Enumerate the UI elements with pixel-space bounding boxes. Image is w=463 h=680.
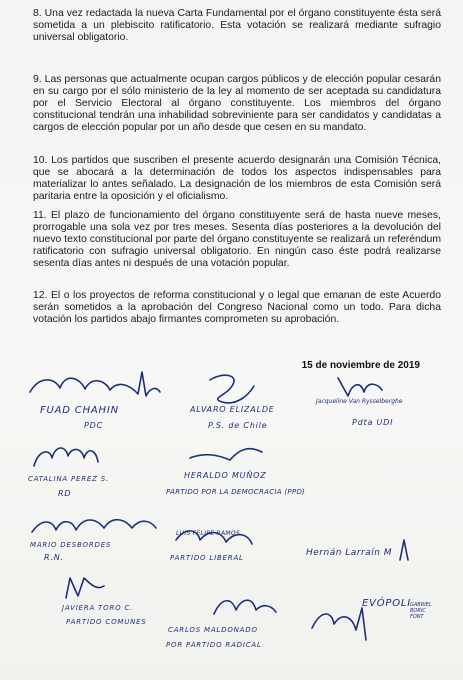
signature-toro xyxy=(66,578,104,598)
signature-elizalde xyxy=(210,375,254,403)
signatory-name-11: GABRIEL BORIC FONT xyxy=(410,602,432,620)
signature-munoz xyxy=(190,449,262,460)
paragraph-12: 12. El o los proyectos de reforma constitucional y o legal que emanan de este Acuerdo serán sometidos a la aprobación del Congreso Nacional como un todo. Para dicha votación los partidos abajo firmantes comprometen su aprobación. xyxy=(33,290,441,326)
signatory-party-9: PARTIDO COMUNES xyxy=(66,618,147,626)
signature-van-rysselberghe xyxy=(338,378,382,396)
signature-perez xyxy=(34,448,98,466)
signature-chahin xyxy=(30,372,160,396)
signatory-name-1: FUAD CHAHIN xyxy=(40,405,119,416)
signatory-name-8: Hernán Larraín M xyxy=(306,548,393,558)
signature-boric xyxy=(312,608,366,640)
signatory-party-5: PARTIDO POR LA DEMOCRACIA (PPD) xyxy=(166,488,306,496)
paragraph-11: 11. El plazo de funcionamiento del órgano constituyente será de hasta nueve meses, prorrogable una sola vez por tres meses. Sesenta días posteriores a la devolución del nuevo texto constitucional por parte del órgano constituyente se realizará un referéndum ratificatorio con sufragio universal obligatorio. En ningún caso éste podrá realizarse sesenta días antes ni después de una votación popular. xyxy=(33,210,441,270)
signatory-name-10: CARLOS MALDONADO xyxy=(168,626,258,634)
signatory-party-3: Pdta UDI xyxy=(352,418,394,427)
signatory-party-6: R.N. xyxy=(44,553,64,562)
signatory-name-9: JAVIERA TORO C. xyxy=(62,604,134,612)
signatory-party-1: PDC xyxy=(84,421,103,430)
signature-larrain xyxy=(400,540,408,560)
signatory-party-10: POR PARTIDO RADICAL xyxy=(166,641,262,649)
signatory-name-7: LUIS FELIPE RAMOS xyxy=(176,530,240,537)
signatory-name-4: CATALINA PEREZ S. xyxy=(28,475,110,483)
signatory-name-3: Jacqueline Van Rysselberghe xyxy=(316,398,403,405)
paragraph-9: 9. Las personas que actualmente ocupan cargos públicos y de elección popular cesarán en su cargo por el sólo ministerio de la ley al momento de ser aceptada su candidatura por el Servicio Electoral al órgano constituyente. Los miembros del órgano constitucional tendrán una inhabilidad sobreviniente para ser candidatos y candidatas a cargos de elección popular por un año desde que cesen en su mandato. xyxy=(33,74,441,134)
signatory-party-8: EVÓPOLI xyxy=(362,598,412,609)
signature-desbordes xyxy=(32,520,156,532)
document-date: 15 de noviembre de 2019 xyxy=(301,360,420,371)
signatory-party-2: P.S. de Chile xyxy=(208,421,268,430)
paragraph-10: 10. Los partidos que suscriben el presente acuerdo designarán una Comisión Técnica, que se abocará a la determinación de todos los aspectos indispensables para materializar lo antes señalado. La designación de los miembros de esta Comisión será paritaria entre la oposición y el oficialismo. xyxy=(33,155,441,203)
signatory-name-6: MARIO DESBORDES xyxy=(30,541,112,549)
paragraph-8: 8. Una vez redactada la nueva Carta Fundamental por el órgano constituyente ésta será sometida a un plebiscito ratificatorio. Esta votación se realizará mediante sufragio universal obligatorio. xyxy=(33,8,441,44)
signature-maldonado xyxy=(214,600,276,614)
signatory-name-5: HERALDO MUÑOZ xyxy=(184,471,267,480)
signatory-party-7: PARTIDO LIBERAL xyxy=(170,554,244,562)
signatory-party-4: RD xyxy=(58,489,72,498)
signatory-name-2: ALVARO ELIZALDE xyxy=(190,405,275,414)
